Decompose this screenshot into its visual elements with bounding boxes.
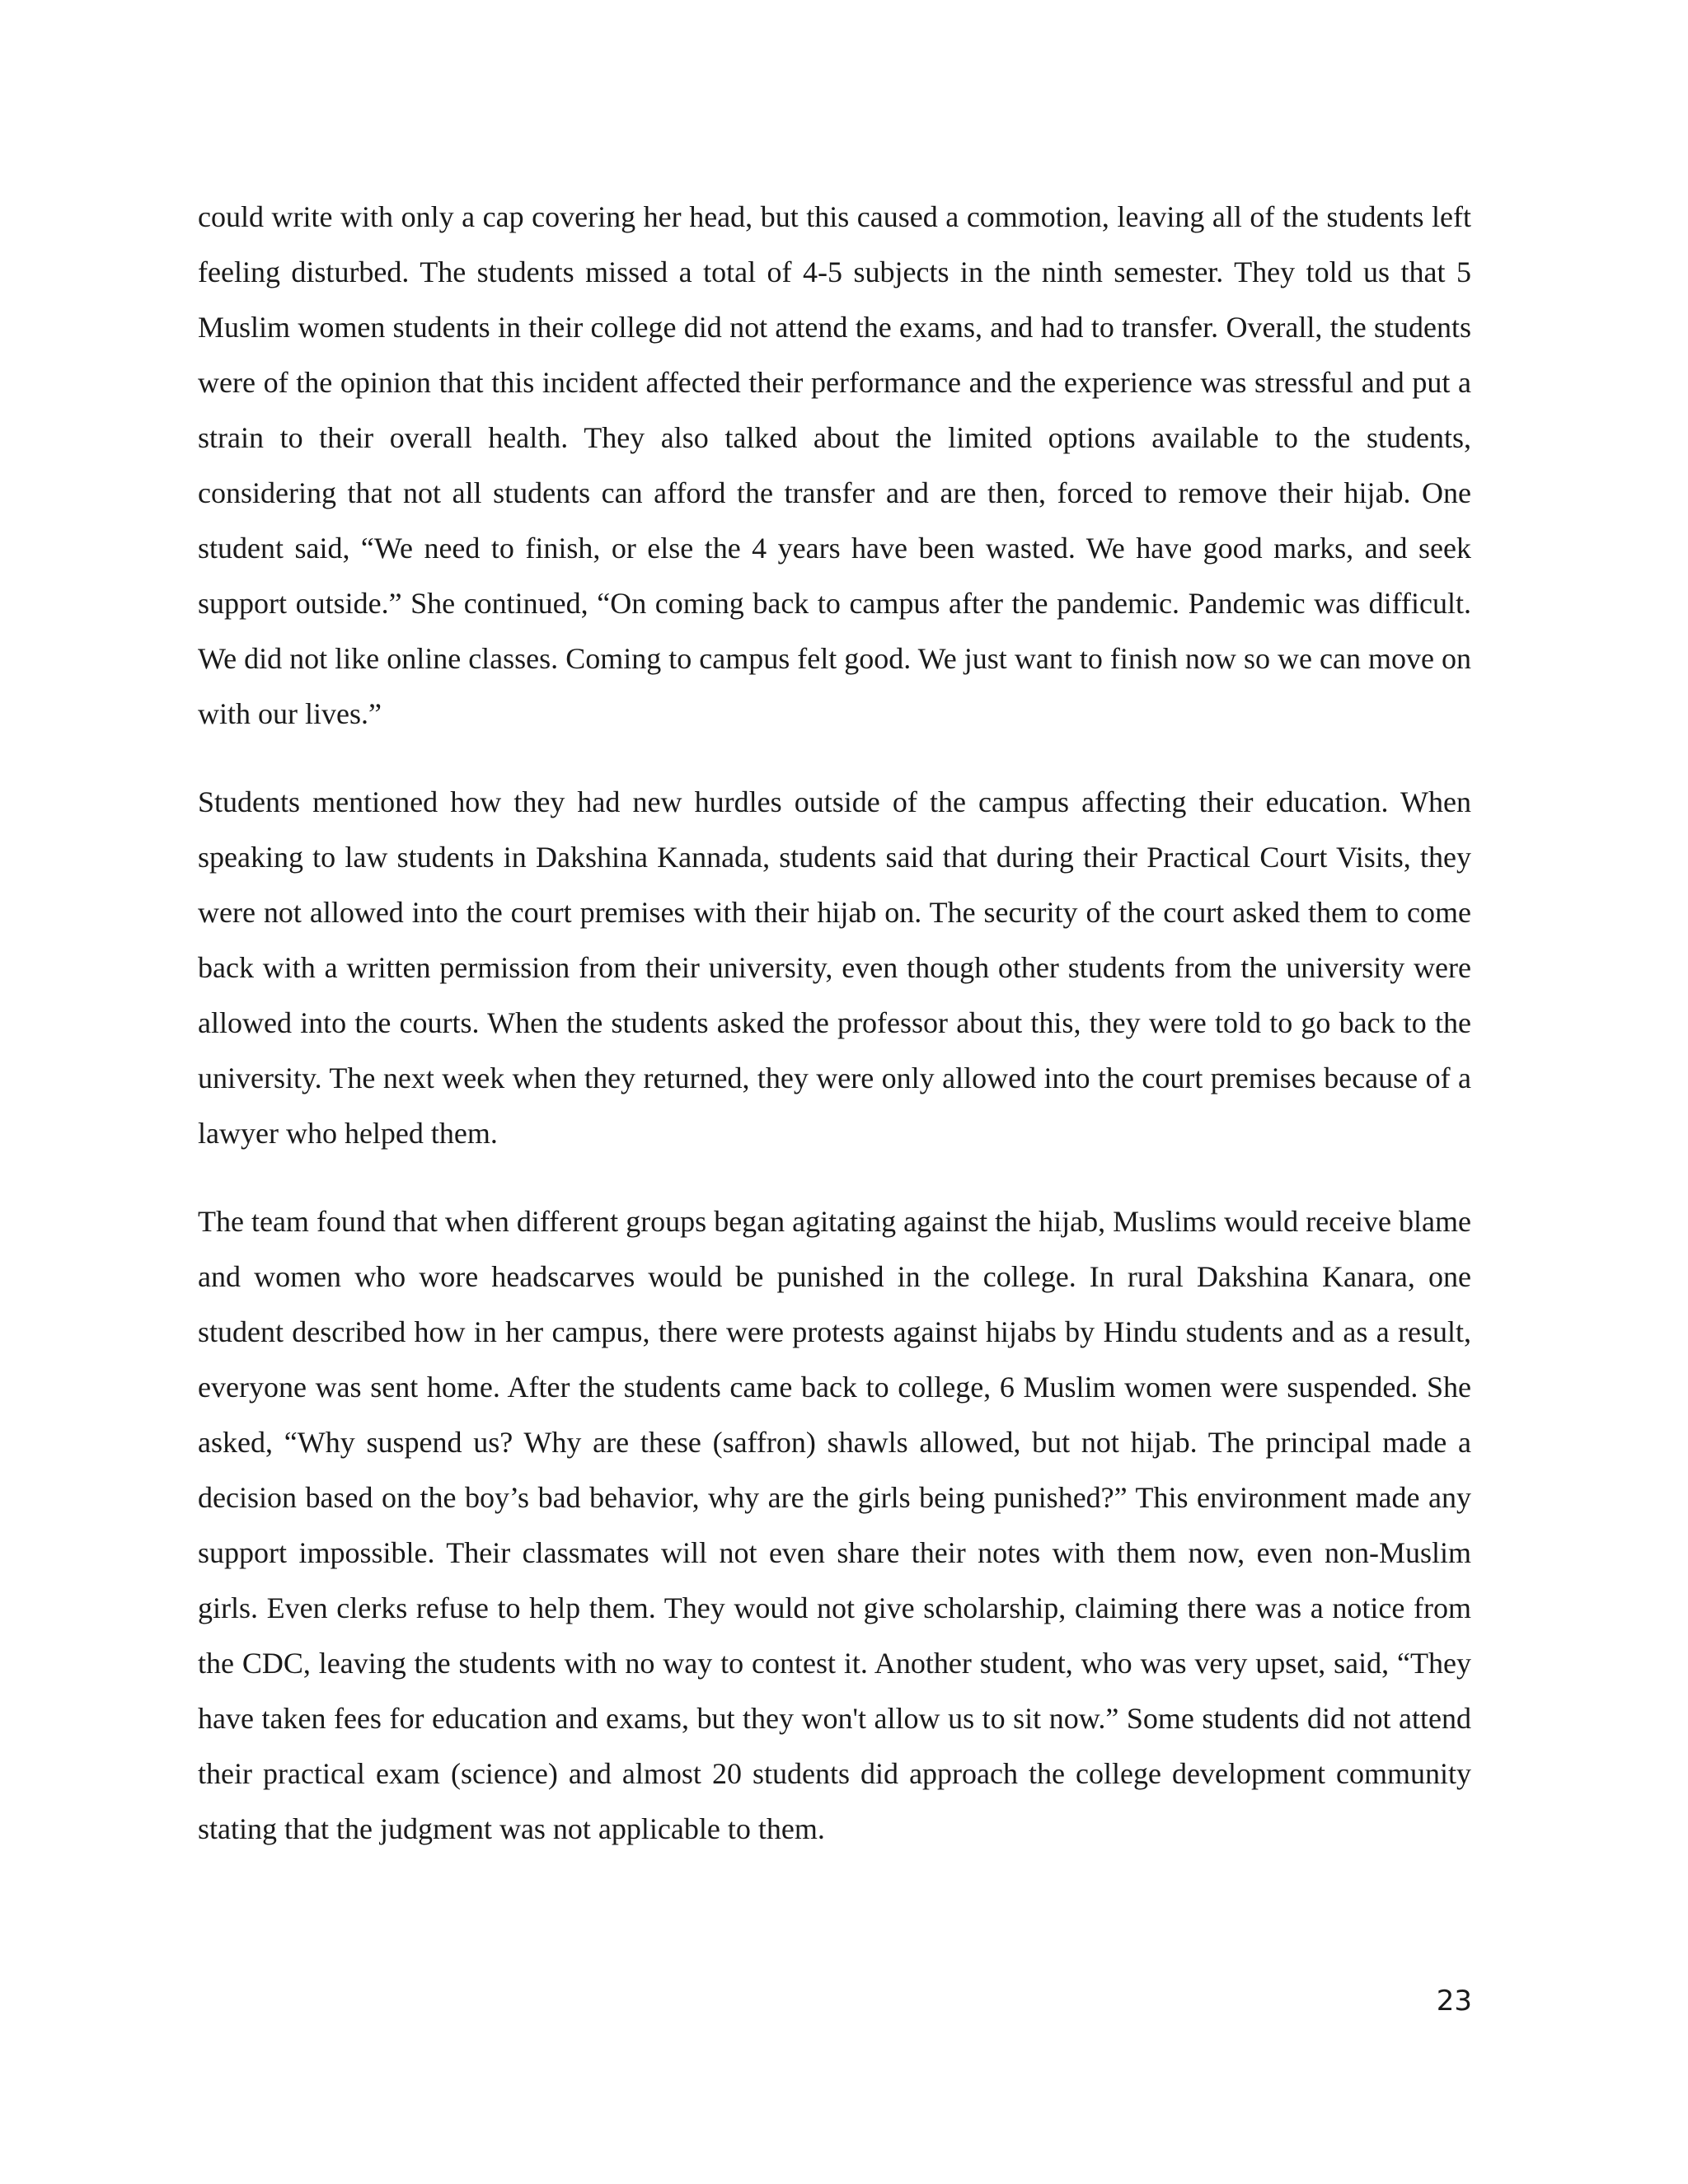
paragraph-2: Students mentioned how they had new hurdles outside of the campus affecting their education. When speaking to law students in Dakshina Kannada, students said that during their Practical Court Visits, they were not allowed into the court premises with their hijab on. The security of the court asked them to come back with a written permission from their university, even though other students from the university were allowed into the courts. When the students asked the professor about this, they were told to go back to the university. The next week when they returned, they were only allowed into the court premises because of a lawyer who helped them. — [198, 785, 1471, 1150]
paragraph-1: could write with only a cap covering her head, but this caused a commotion, leaving all of the students left feeling disturbed. The students missed a total of 4-5 subjects in the ninth semester. They told us that 5 Muslim women students in their college did not attend the exams, and had to transfer. Overall, the students were of the opinion that this incident affected their performance and the experience was stressful and put a strain to their overall health. They also talked about the limited options available to the students, considering that not all students can afford the transfer and are then, forced to remove their hijab. One student said, “We need to finish, or else the 4 years have been wasted. We have good marks, and seek support outside.” She continued, “On coming back to campus after the pandemic. Pandemic was difficult. We did not like online classes. Coming to campus felt good. We just want to finish now so we can move on with our lives.” — [198, 200, 1471, 730]
paragraph-3: The team found that when different groups began agitating against the hijab, Muslims would receive blame and women who wore headscarves would be punished in the college. In rural Dakshina Kanara, one student described how in her campus, there were protests against hijabs by Hindu students and as a result, everyone was sent home. After the students came back to college, 6 Muslim women were suspended. She asked, “Why suspend us? Why are these (saffron) shawls allowed, but not hijab. The principal made a decision based on the boy’s bad behavior, why are the girls being punished?” This environment made any support impossible. Their classmates will not even share their notes with them now, even non-Muslim girls. Even clerks refuse to help them. They would not give scholarship, claiming there was a notice from the CDC, leaving the students with no way to contest it. Another student, who was very upset, said, “They have taken fees for education and exams, but they won't allow us to sit now.” Some students did not attend their practical exam (science) and almost 20 students did approach the college development community stating that the judgment was not applicable to them. — [198, 1205, 1471, 1845]
page-number: 23 — [1436, 1985, 1472, 2018]
document-body — [198, 190, 1471, 1857]
